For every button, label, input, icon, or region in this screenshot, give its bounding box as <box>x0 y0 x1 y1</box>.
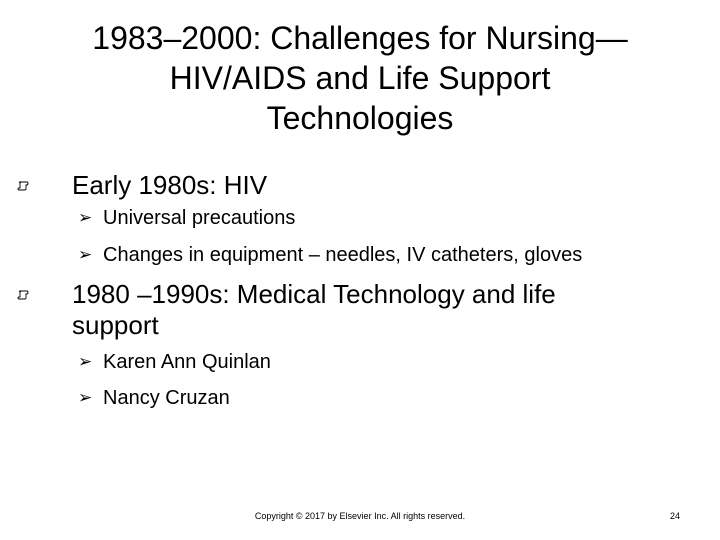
title-line: HIV/AIDS and Life Support <box>169 60 551 96</box>
copyright-footer: Copyright © 2017 by Elsevier Inc. All rights reserved. <box>254 511 466 521</box>
sub-bullet-text: Changes in equipment – needles, IV catheters, gloves <box>103 244 583 266</box>
bullet-item <box>72 279 672 341</box>
scroll-bullet-icon <box>17 290 29 300</box>
bullet-item <box>72 170 672 201</box>
bullet-text-line: support <box>72 310 159 340</box>
sub-bullet-item <box>78 206 296 230</box>
title-line: Technologies <box>266 100 454 136</box>
sub-bullet-item <box>78 243 583 267</box>
page-number: 24 <box>669 511 680 521</box>
title-line: 1983–2000: Challenges for Nursing— <box>92 20 628 56</box>
arrowhead-bullet-icon: ➢ <box>78 208 93 227</box>
bullet-text: Early 1980s: HIV <box>72 170 268 200</box>
sub-bullet-text: Karen Ann Quinlan <box>103 351 271 373</box>
sub-bullet-text: Nancy Cruzan <box>103 387 230 409</box>
sub-bullet-item <box>78 350 271 374</box>
arrowhead-bullet-icon: ➢ <box>78 352 93 371</box>
scroll-bullet-icon <box>17 181 29 191</box>
arrowhead-bullet-icon: ➢ <box>78 245 93 264</box>
bullet-text-line: 1980 –1990s: Medical Technology and life <box>72 279 556 309</box>
sub-bullet-text: Universal precautions <box>103 207 296 229</box>
arrowhead-bullet-icon: ➢ <box>78 388 93 407</box>
slide-title <box>40 18 680 138</box>
sub-bullet-item <box>78 386 230 410</box>
